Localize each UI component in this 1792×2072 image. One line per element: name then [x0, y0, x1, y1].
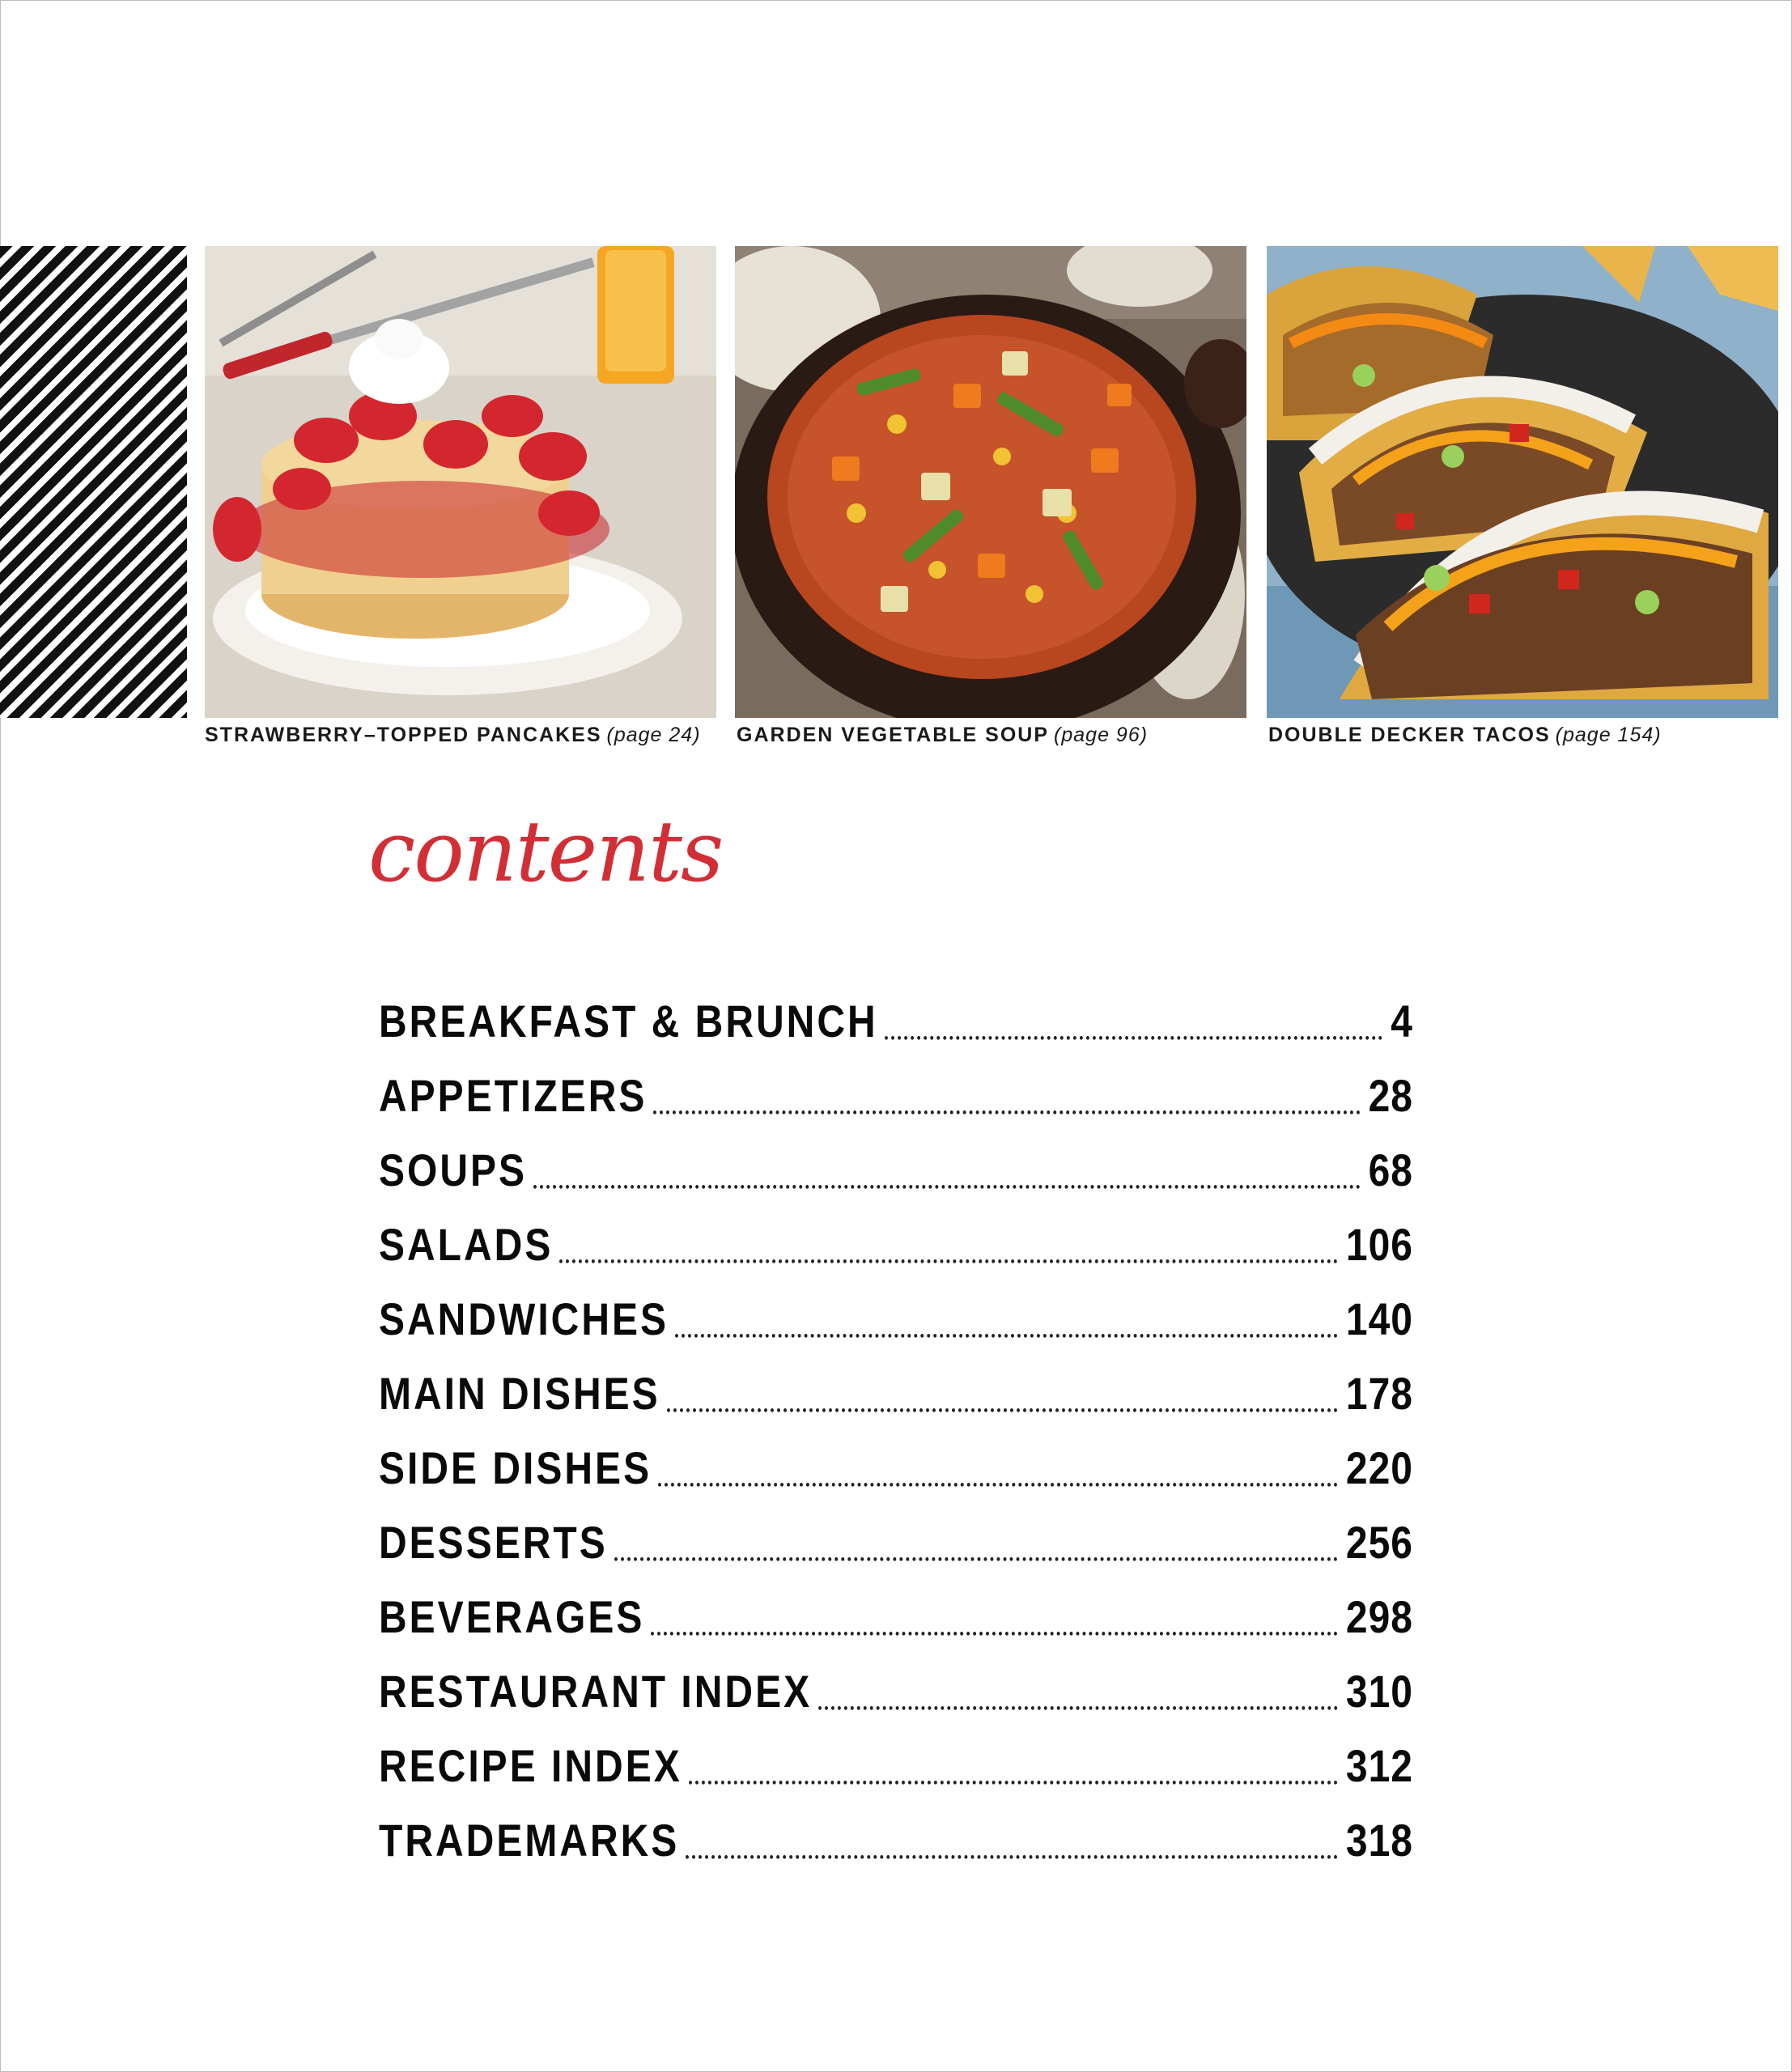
toc-entry-title: TRADEMARKS: [379, 1816, 680, 1866]
toc-entry-page: 312: [1345, 1742, 1413, 1792]
toc-entry[interactable]: [379, 1260, 1413, 1346]
toc-entry-title: SALADS: [379, 1221, 554, 1271]
toc-entry[interactable]: [379, 1037, 1413, 1123]
table-of-contents: [379, 974, 1413, 1867]
diagonal-stripes-decoration: [0, 246, 187, 718]
toc-entry-page: 28: [1368, 1072, 1413, 1122]
toc-entry-page: 318: [1345, 1816, 1413, 1866]
caption-title: GARDEN VEGETABLE SOUP: [737, 724, 1050, 746]
toc-entry-title: SOUPS: [379, 1146, 528, 1196]
toc-entry-page: 256: [1345, 1518, 1413, 1569]
toc-entry-page: 310: [1345, 1667, 1413, 1717]
vegetable-soup-photo: [735, 246, 1246, 718]
toc-entry-page: 140: [1345, 1295, 1413, 1345]
toc-entry[interactable]: [379, 1186, 1413, 1272]
caption-page-ref: (page 24): [606, 724, 701, 746]
dot-leader: [686, 1855, 1338, 1859]
toc-entry[interactable]: [379, 1558, 1413, 1644]
toc-entry-title: SIDE DISHES: [379, 1444, 652, 1494]
toc-entry-page: 298: [1345, 1593, 1413, 1643]
toc-entry[interactable]: [379, 962, 1413, 1048]
caption-title: STRAWBERRY–TOPPED PANCAKES: [205, 724, 602, 746]
tacos-photo: [1267, 246, 1778, 718]
toc-entry-page: 4: [1391, 997, 1413, 1047]
toc-entry-page: 68: [1368, 1146, 1413, 1196]
toc-entry[interactable]: [379, 1484, 1413, 1569]
toc-entry[interactable]: [379, 1707, 1413, 1793]
caption-page-ref: (page 96): [1054, 724, 1149, 746]
toc-entry-page: 178: [1345, 1369, 1413, 1420]
caption-page-ref: (page 154): [1555, 724, 1662, 746]
toc-entry[interactable]: [379, 1409, 1413, 1495]
toc-entry-title: DESSERTS: [379, 1518, 608, 1569]
toc-entry[interactable]: [379, 1111, 1413, 1197]
toc-entry[interactable]: [379, 1335, 1413, 1420]
toc-entry-title: APPETIZERS: [379, 1072, 648, 1122]
strawberry-pancakes-photo: [205, 246, 716, 718]
toc-entry-page: 220: [1345, 1444, 1413, 1494]
contents-heading: contents: [368, 802, 723, 901]
toc-entry-title: RESTAURANT INDEX: [379, 1667, 813, 1717]
photo-caption: [1268, 724, 1662, 747]
toc-entry-title: MAIN DISHES: [379, 1369, 660, 1420]
caption-title: DOUBLE DECKER TACOS: [1268, 724, 1551, 746]
photo-caption: [205, 724, 701, 747]
toc-entry[interactable]: [379, 1781, 1413, 1867]
toc-entry[interactable]: [379, 1633, 1413, 1718]
toc-entry-title: BEVERAGES: [379, 1593, 645, 1643]
photo-caption: [737, 724, 1148, 747]
toc-entry-title: BREAKFAST & BRUNCH: [379, 997, 878, 1047]
toc-entry-title: RECIPE INDEX: [379, 1742, 682, 1792]
toc-entry-title: SANDWICHES: [379, 1295, 669, 1345]
toc-entry-page: 106: [1345, 1221, 1413, 1271]
